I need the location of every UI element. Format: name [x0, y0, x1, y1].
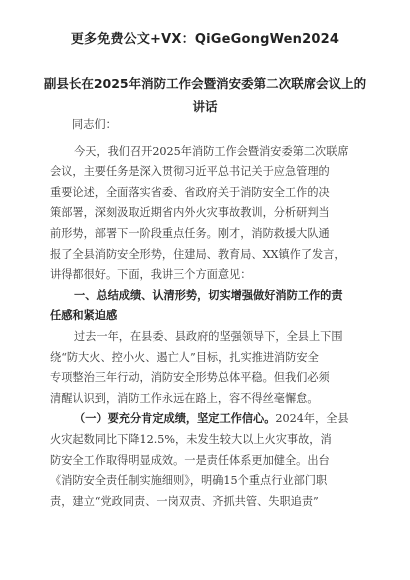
paragraph-line: 责，建立“党政同责、一岗双责、齐抓共管、失职追责” — [50, 494, 319, 508]
paragraph-line: 重要论述，全面落实省委、省政府关于消防安全工作的决 — [50, 185, 330, 199]
document-body — [50, 115, 368, 512]
paragraph-line: 讲得都很好。下面，我讲三个方面意见： — [50, 268, 252, 282]
paragraph-line: 火灾起数同比下降12.5%，未发生较大以上火灾事故，消 — [50, 432, 332, 446]
promo-banner: 更多免费公文+VX：QiGeGongWen2024 — [70, 32, 340, 47]
paragraph-line: 专项整治三年行动，消防安全形势总体平稳。但我们必须 — [50, 371, 330, 385]
paragraph-line: 今天，我们召开2025年消防工作会暨消安委第二次联席 — [74, 144, 349, 158]
title-line-1: 副县长在2025年消防工作会暨消安委第二次联席会议上的 — [43, 76, 367, 91]
paragraph-line: 绕“防大火、控小火、遏亡人”目标，扎实推进消防安全 — [50, 350, 319, 364]
section-heading-cont: 任感和紧迫感 — [50, 309, 118, 323]
paragraph-line: 报了全县消防安全形势，住建局、教育局、XX镇作了发言， — [50, 247, 346, 261]
paragraph-line: 策部署，深刻汲取近期省内外火灾事故教训，分析研判当 — [50, 206, 330, 220]
paragraph-line: 过去一年，在县委、县政府的坚强领导下，全县上下围 — [74, 329, 343, 343]
paragraph-line: 会议，主要任务是深入贯彻习近平总书记关于应急管理的 — [50, 165, 330, 179]
title-line-2: 讲话 — [192, 99, 218, 114]
paragraph-line: 前形势，部署下一阶段重点任务。刚才，消防救援大队通 — [50, 226, 330, 240]
document-title — [40, 72, 370, 118]
greeting: 同志们： — [72, 118, 117, 131]
paragraph-line: 《消防安全责任制实施细则》，明确15个重点行业部门职 — [50, 474, 328, 488]
paragraph-line: 防安全工作取得明显成效。一是责任体系更加健全。出台 — [50, 453, 330, 467]
subsection-heading: （一）要充分肯定成绩，坚定工作信心。 — [74, 412, 276, 426]
section-heading: 一、总结成绩、认清形势，切实增强做好消防工作的责 — [74, 288, 343, 302]
subsection-lead-rest: 2024年，全县 — [275, 412, 349, 426]
subsection-lead-line — [50, 409, 368, 430]
paragraph-line: 清醒认识到，消防工作永远在路上，容不得丝毫懈怠。 — [50, 391, 319, 405]
